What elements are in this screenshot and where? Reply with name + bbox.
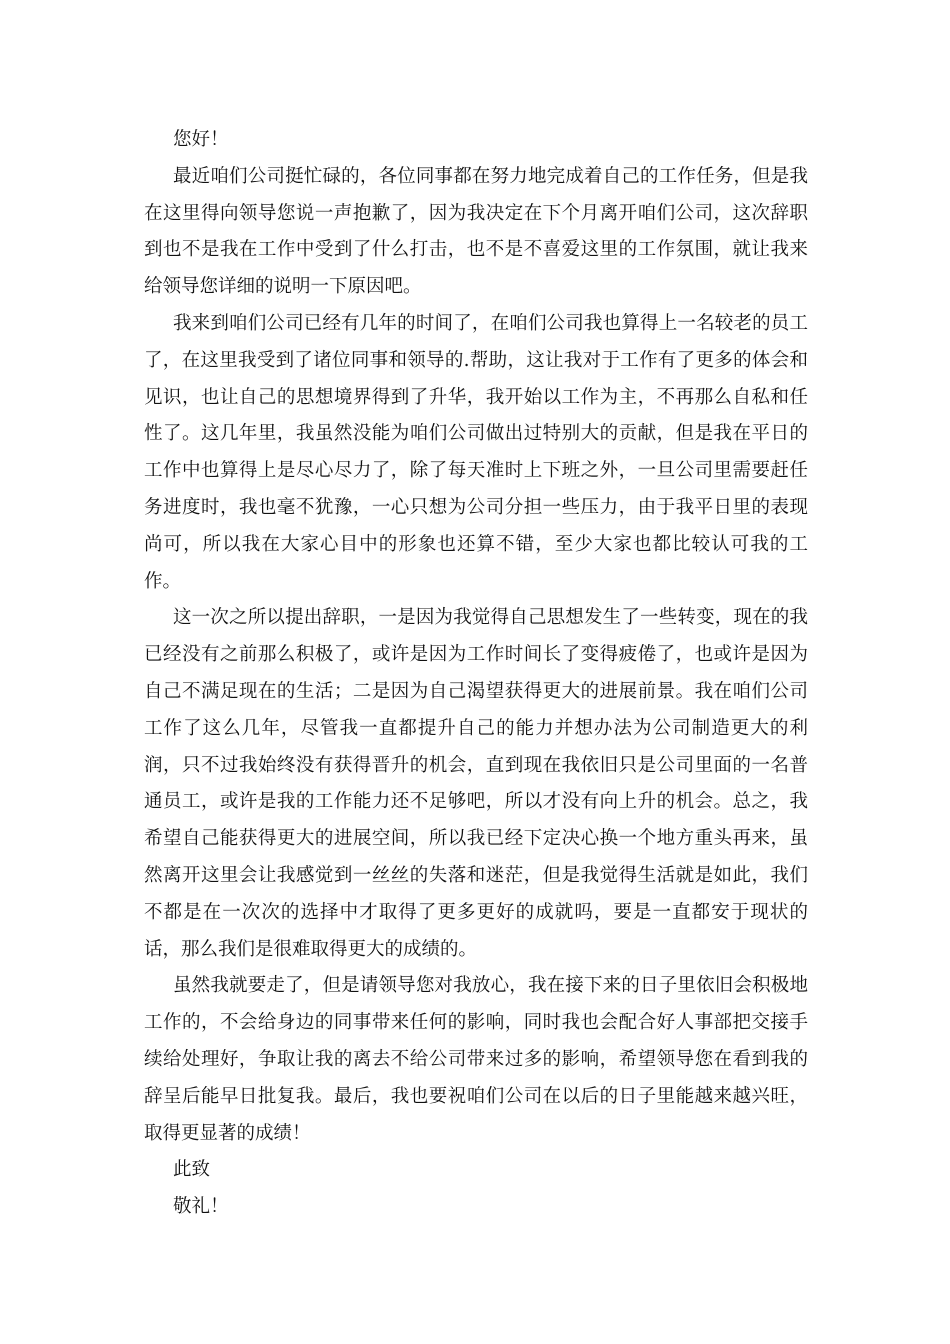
closing-regards: 敬礼！ xyxy=(173,1196,229,1218)
closing-salutation: 此致 xyxy=(173,1159,211,1181)
letter-paragraph-4: 虽然我就要走了，但是请领导您对我放心，我在接下来的日子里依旧会积极地工作的，不会给身边的同事带来任何的影响，同时我也会配合好人事部把交接手续给处理好，争取让我的离去不给公司带来过多的影响，希望领导您在看到我的辞呈后能早日批复我。最后，我也要祝咱们公司在以后的日子里能越来越兴旺，取得更显著的成绩！ xyxy=(144,975,808,1144)
letter-greeting: 您好！ xyxy=(173,129,229,150)
letter-paragraph-1: 最近咱们公司挺忙碌的，各位同事都在努力地完成着自己的工作任务，但是我在这里得向领导您说一声抱歉了，因为我决定在下个月离开咱们公司，这次辞职到也不是我在工作中受到了什么打击，也不是不喜爱这里的工作氛围，就让我来给领导您详细的说明一下原因吧。 xyxy=(144,165,808,298)
letter-closing xyxy=(144,1152,808,1226)
letter-paragraph-2: 我来到咱们公司已经有几年的时间了，在咱们公司我也算得上一名较老的员工了，在这里我受到了诸位同事和领导的.帮助，这让我对于工作有了更多的体会和见识，也让自己的思想境界得到了升华，我开始以工作为主，不再那么自私和任性了。这几年里，我虽然没能为咱们公司做出过特别大的贡献，但是我在平日的工作中也算得上是尽心尽力了，除了每天准时上下班之外，一旦公司里需要赶任务进度时，我也毫不犹豫，一心只想为公司分担一些压力，由于我平日里的表现尚可，所以我在大家心目中的形象也还算不错，至少大家也都比较认可我的工作。 xyxy=(144,312,808,592)
letter-paragraph-3: 这一次之所以提出辞职，一是因为我觉得自己思想发生了一些转变，现在的我已经没有之前那么积极了，或许是因为工作时间长了变得疲倦了，也或许是因为自己不满足现在的生活；二是因为自己渴望获得更大的进展前景。我在咱们公司工作了这么几年，尽管我一直都提升自己的能力并想办法为公司制造更大的利润，只不过我始终没有获得晋升的机会，直到现在我依旧只是公司里面的一名普通员工，或许是我的工作能力还不足够吧，所以才没有向上升的机会。总之，我希望自己能获得更大的进展空间，所以我已经下定决心换一个地方重头再来，虽然离开这里会让我感觉到一丝丝的失落和迷茫，但是我觉得生活就是如此，我们不都是在一次次的选择中才取得了更多更好的成就吗，要是一直都安于现状的话，那么我们是很难取得更大的成绩的。 xyxy=(144,607,808,960)
resignation-letter xyxy=(144,122,808,1226)
